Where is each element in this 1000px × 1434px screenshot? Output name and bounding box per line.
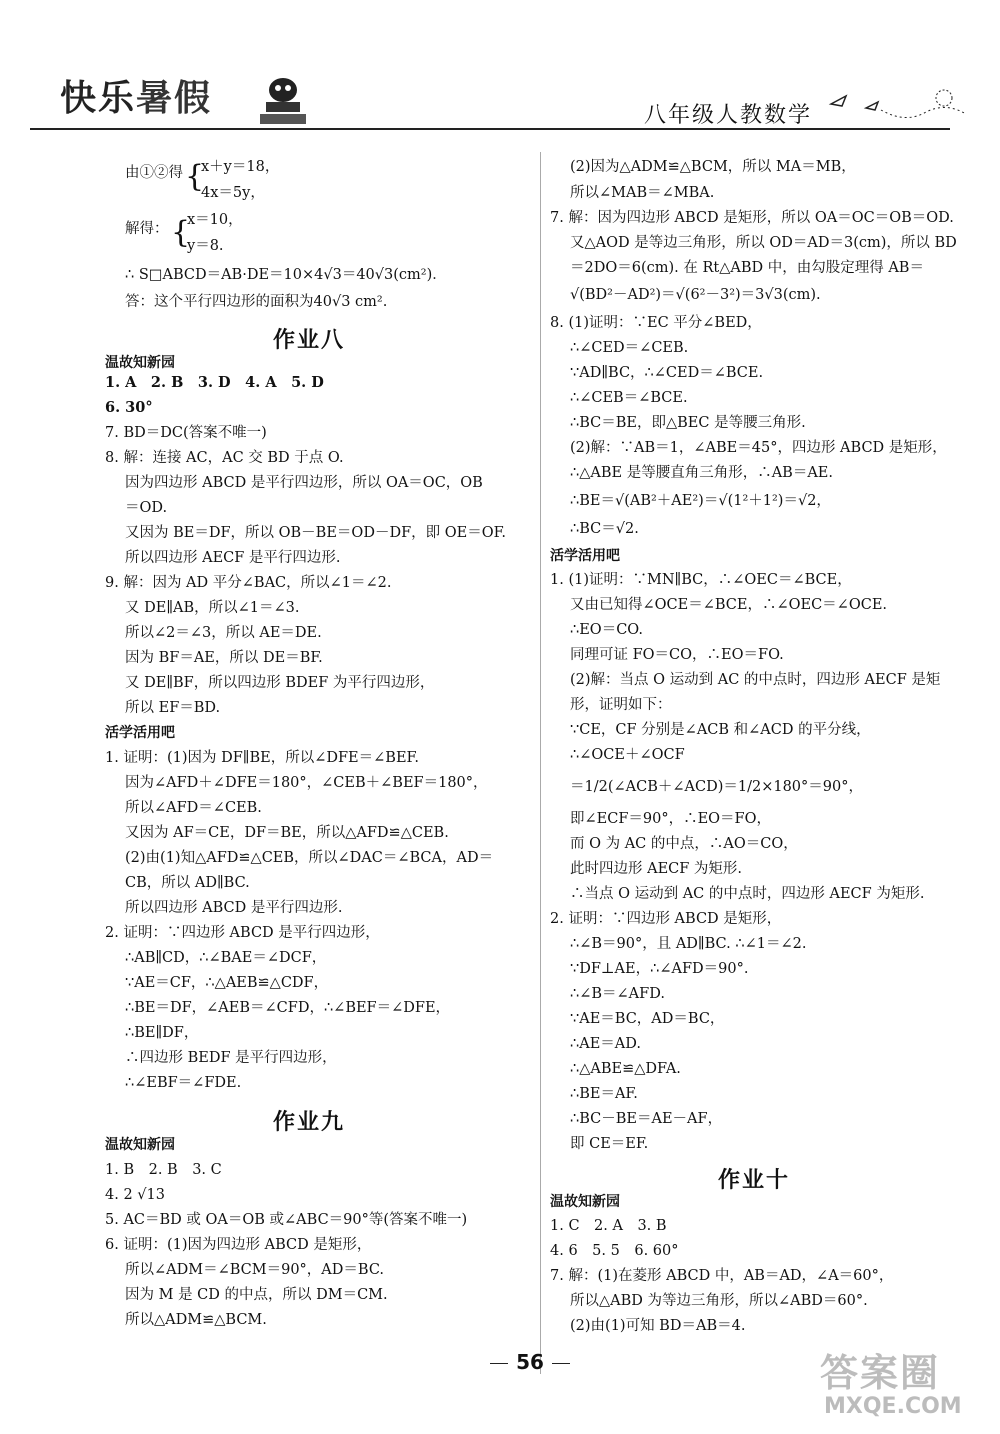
text-line: 由①②得 — [125, 165, 183, 181]
text-line: ∴BC＝BE，即△BEC 是等腰三角形. — [570, 415, 806, 431]
answer-line: 8. 解：连接 AC，AC 交 BD 于点 O. — [105, 450, 344, 466]
text-line: 所以∠ADM＝∠BCM＝90°，AD＝BC. — [125, 1262, 385, 1278]
text-line: 所以∠MAB＝∠MBA. — [570, 185, 715, 201]
text-line: ∴∠CED＝∠CEB. — [570, 340, 689, 356]
text-line: ∴∠B＝90°，且 AD∥BC. ∴∠1＝∠2. — [570, 936, 807, 952]
text-line: ∵AE＝CF，∴△AEB≌△CDF， — [125, 975, 329, 991]
text-line: ∵DF⊥AE，∴∠AFD＝90°. — [570, 961, 749, 977]
text-line: 所以△ABD 为等边三角形，所以∠ABD＝60°. — [570, 1293, 868, 1309]
text-line: 所以△ADM≌△BCM. — [125, 1312, 267, 1328]
text-line: ＝OD. — [125, 500, 168, 516]
text-line: ∴四边形 BEDF 是平行四边形， — [125, 1050, 337, 1066]
text-line: 同理可证 FO＝CO，∴EO＝FO. — [570, 647, 784, 663]
brace-symbol: { — [171, 215, 191, 250]
text-line: 此时四边形 AECF 为矩形. — [570, 861, 743, 877]
answer-line: 4. 2 √13 — [105, 1187, 165, 1203]
answer-line: 1. B 2. B 3. C — [105, 1162, 222, 1178]
answer-line: 6. 证明：(1)因为四边形 ABCD 是矩形， — [105, 1237, 372, 1253]
text-line: 而 O 为 AC 的中点，∴AO＝CO， — [570, 836, 798, 852]
text-line: 又由已知得∠OCE＝∠BCE，∴∠OEC＝∠OCE. — [570, 597, 888, 613]
text-line: ∴BE＝√(AB²＋AE²)＝√(1²＋1²)＝√2， — [570, 493, 831, 509]
text-line: ＝1/2(∠ACB＋∠ACD)＝1/2×180°＝90°， — [570, 779, 863, 795]
text-line: 又因为 BE＝DF，所以 OB－BE＝OD－DF，即 OE＝OF. — [125, 525, 507, 541]
subsection-title: 温故知新园 — [105, 1137, 175, 1153]
text-line: 形，证明如下： — [570, 697, 672, 713]
text-line: 答：这个平行四边形的面积为40√3 cm². — [125, 294, 388, 310]
answer-line: 6. 30° — [105, 399, 153, 416]
answer-line: 2. 证明：∵四边形 ABCD 是矩形， — [550, 911, 782, 927]
header-rule — [30, 128, 950, 130]
answer-line: 8. (1)证明：∵EC 平分∠BED， — [550, 315, 762, 331]
logo-text-2: 暑假 — [136, 78, 213, 119]
text-line: 又 DE∥AB，所以∠1＝∠3. — [125, 600, 300, 616]
answer-line: 7. 解：(1)在菱形 ABCD 中，AB＝AD，∠A＝60°， — [550, 1268, 894, 1284]
text-line: ∴BE＝DF，∠AEB＝∠CFD，∴∠BEF＝∠DFE， — [125, 1000, 451, 1016]
text-line: 因为 M 是 CD 的中点，所以 DM＝CM. — [125, 1287, 388, 1303]
watermark-logo — [810, 1342, 990, 1422]
text-line: 所以∠AFD＝∠CEB. — [125, 800, 262, 816]
text-line: ∴AE＝AD. — [570, 1036, 641, 1052]
text-line: ∵AE＝BC，AD＝BC， — [570, 1011, 725, 1027]
text-line: (2)解：当点 O 运动到 AC 的中点时，四边形 AECF 是矩 — [570, 672, 941, 688]
text-line: ∴AB∥CD，∴∠BAE＝∠DCF， — [125, 950, 327, 966]
text-line: ＝2DO＝6(cm). 在 Rt△ABD 中，由勾股定理得 AB＝ — [570, 260, 924, 276]
answer-line: 4. 6 5. 5 6. 60° — [550, 1243, 679, 1259]
text-line: 即∠ECF＝90°，∴EO＝FO， — [570, 811, 772, 827]
book-logo — [60, 70, 212, 121]
section-title: 作业十 — [718, 1168, 791, 1193]
subsection-title: 温故知新园 — [550, 1194, 620, 1210]
text-line: ∴EO＝CO. — [570, 622, 643, 638]
page-number-text: 56 — [516, 1350, 544, 1374]
text-line: ∴△ABE≌△DFA. — [570, 1061, 681, 1077]
text-line: 又因为 AF＝CE，DF＝BE，所以△AFD≌△CEB. — [125, 825, 449, 841]
mascot-icon — [248, 70, 318, 130]
text-line: ∴∠B＝∠AFD. — [570, 986, 665, 1002]
answer-line: 2. 证明：∵四边形 ABCD 是平行四边形， — [105, 925, 380, 941]
subsection-title: 活学活用吧 — [105, 725, 175, 741]
watermark-url: MXQE.COM — [824, 1394, 962, 1419]
text-line: 因为 BF＝AE，所以 DE＝BF. — [125, 650, 323, 666]
text-line: 又△AOD 是等边三角形，所以 OD＝AD＝3(cm)，所以 BD — [570, 235, 957, 251]
page-number — [470, 1350, 590, 1374]
equation-line: x＋y＝18， — [201, 159, 280, 175]
text-line: CB，所以 AD∥BC. — [125, 875, 250, 891]
answer-line: 1. A 2. B 3. D 4. A 5. D — [105, 374, 324, 391]
text-line: (2)由(1)知△AFD≌△CEB，所以∠DAC＝∠BCA，AD＝ — [125, 850, 494, 866]
page-header — [0, 0, 1000, 140]
subsection-title: 活学活用吧 — [550, 548, 620, 564]
text-line: 所以四边形 AECF 是平行四边形. — [125, 550, 341, 566]
section-title: 作业九 — [273, 1110, 346, 1135]
answer-line: 1. (1)证明：∵MN∥BC，∴∠OEC＝∠BCE， — [550, 572, 852, 588]
text-line: (2)由(1)可知 BD＝AB＝4. — [570, 1318, 746, 1334]
logo-text-1: 快乐 — [60, 78, 137, 119]
text-line: ∴BC－BE＝AE－AF， — [570, 1111, 723, 1127]
book-title: 八年级人教数学 — [644, 103, 813, 128]
text-line: 因为∠AFD＋∠DFE＝180°，∠CEB＋∠BEF＝180°， — [125, 775, 488, 791]
column-divider — [540, 152, 541, 1374]
watermark-text: 答案圈 — [820, 1351, 941, 1395]
dash-left — [490, 1363, 508, 1364]
text-line: ∵CE，CF 分别是∠ACB 和∠ACD 的平分线， — [570, 722, 871, 738]
answer-line: 1. C 2. A 3. B — [550, 1218, 667, 1234]
text-line: 又 DE∥BF，所以四边形 BDEF 为平行四边形， — [125, 675, 435, 691]
text-line: ∴BC＝√2. — [570, 521, 639, 537]
text-line: ∴ S□ABCD＝AB·DE＝10×4√3＝40√3(cm²)． — [125, 267, 447, 283]
answer-line: 7. BD＝DC(答案不唯一) — [105, 425, 267, 441]
text-line: 所以 EF＝BD. — [125, 700, 221, 716]
text-line: ∵AD∥BC，∴∠CED＝∠BCE. — [570, 365, 764, 381]
section-title: 作业八 — [273, 328, 346, 353]
text-line: ∴∠EBF＝∠FDE. — [125, 1075, 242, 1091]
text-line: 因为四边形 ABCD 是平行四边形，所以 OA＝OC，OB — [125, 475, 483, 491]
answer-line: 5. AC＝BD 或 OA＝OB 或∠ABC＝90°等(答案不唯一) — [105, 1212, 468, 1228]
text-line: ∴BE＝AF. — [570, 1086, 638, 1102]
dash-right — [552, 1363, 570, 1364]
text-line: ∴当点 O 运动到 AC 的中点时，四边形 AECF 为矩形. — [570, 886, 925, 902]
equation-line: y＝8. — [187, 238, 224, 254]
text-line: ∴∠CEB＝∠BCE. — [570, 390, 688, 406]
text-line: √(BD²－AD²)＝√(6²－3²)＝3√3(cm). — [570, 287, 821, 303]
answer-line: 9. 解：因为 AD 平分∠BAC，所以∠1＝∠2. — [105, 575, 392, 591]
text-line: ∴△ABE 是等腰直角三角形，∴AB＝AE. — [570, 465, 833, 481]
text-line: ∴∠OCE＋∠OCF — [570, 747, 685, 763]
text-line: (2)因为△ADM≌△BCM，所以 MA＝MB， — [570, 159, 856, 175]
equation-line: x＝10， — [187, 212, 243, 228]
subsection-title: 温故知新园 — [105, 355, 175, 371]
equation-line: 4x＝5y， — [201, 185, 265, 201]
text-line: 即 CE＝EF. — [570, 1136, 649, 1152]
answer-line: 1. 证明：(1)因为 DF∥BE，所以∠DFE＝∠BEF. — [105, 750, 419, 766]
bird-icon — [826, 84, 976, 124]
answer-line: 7. 解：因为四边形 ABCD 是矩形，所以 OA＝OC＝OB＝OD. — [550, 210, 954, 226]
text-line: ∴BE∥DF， — [125, 1025, 199, 1041]
text-line: 所以∠2＝∠3，所以 AE＝DE. — [125, 625, 322, 641]
text-line: 解得： — [125, 221, 169, 237]
brace-symbol: { — [185, 159, 205, 194]
text-line: (2)解：∵AB＝1，∠ABE＝45°，四边形 ABCD 是矩形， — [570, 440, 947, 456]
text-line: 所以四边形 ABCD 是平行四边形. — [125, 900, 343, 916]
